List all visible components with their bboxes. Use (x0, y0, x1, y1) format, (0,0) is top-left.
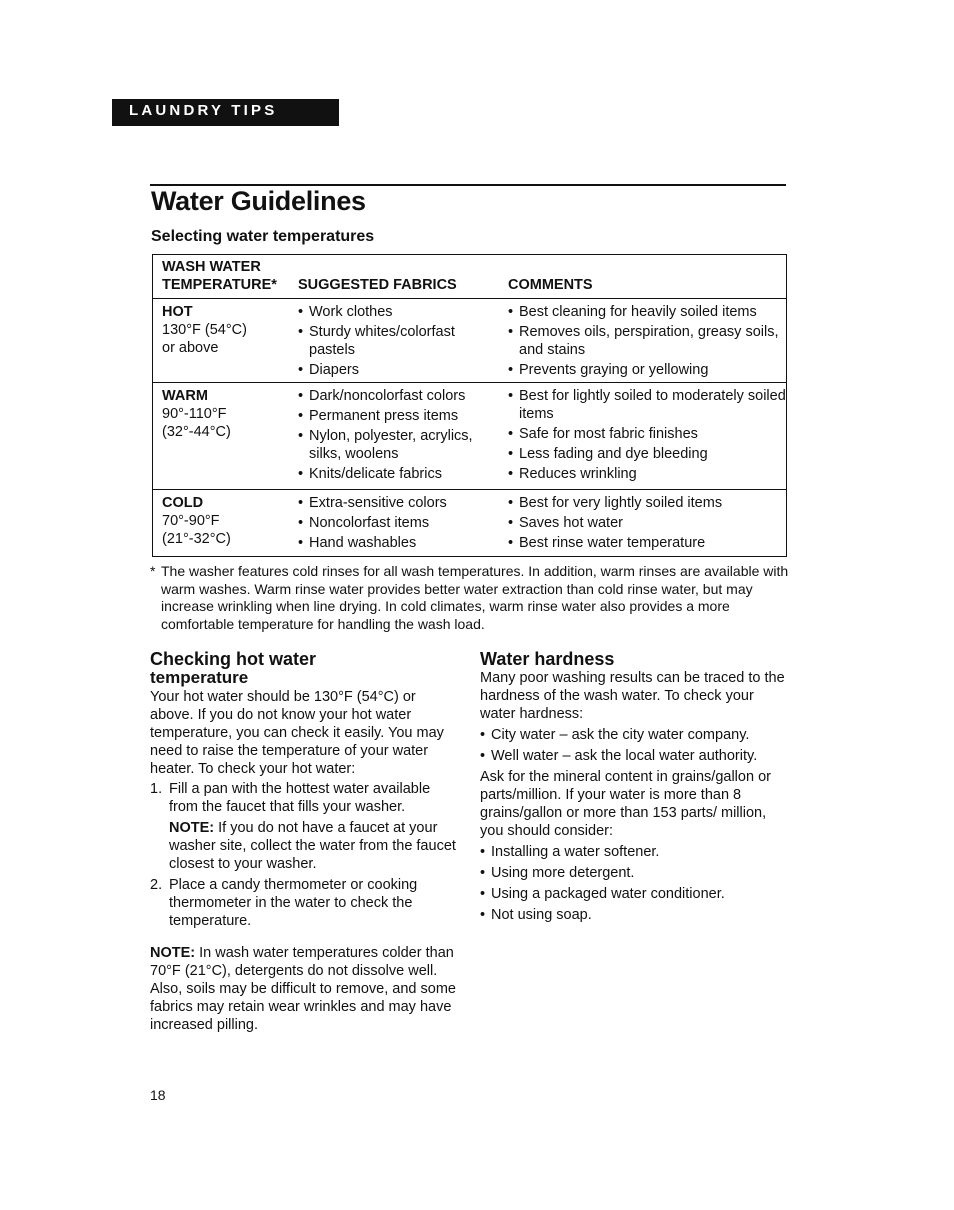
list-item: • Permanent press items (298, 407, 503, 425)
temperature-range-secondary: or above (162, 340, 219, 356)
list-item: • Best for very lightly soiled items (508, 494, 786, 512)
hot-water-section (150, 650, 460, 1034)
note-text: In wash water temperatures colder than 70°F (21°C), detergents do not dissolve well. Also, soils may be difficult to remove, and some fabrics may retain wear wrinkles and may have increased pilling. (150, 945, 456, 1033)
hot-water-steps (150, 780, 460, 930)
hot-water-heading: Checking hot water (150, 649, 317, 669)
list-item: • Best cleaning for heavily soiled items (508, 303, 786, 321)
list-item: • Extra-sensitive colors (298, 494, 503, 512)
list-item: • Removes oils, perspiration, greasy soils, and stains (508, 323, 786, 359)
step-item (150, 876, 460, 930)
list-item: • Work clothes (298, 303, 503, 321)
list-item: • Nylon, polyester, acrylics, silks, woolens (298, 427, 503, 463)
temperature-name: WARM (162, 388, 208, 404)
header-temp-line1: WASH WATER (162, 259, 261, 275)
temperature-range: 90°-110°F (162, 406, 227, 422)
temperature-range-secondary: (32°-44°C) (162, 424, 231, 440)
list-item: • Noncolorfast items (298, 514, 503, 532)
list-item: • City water – ask the city water company. (480, 726, 785, 744)
hot-water-intro: Your hot water should be 130°F (54°C) or above. If you do not know your hot water temperature, you can check it easily. You may need to raise the temperature of your water heater. To check your hot water: (150, 689, 444, 777)
water-hardness-intro: Many poor washing results can be traced to the hardness of the wash water. To check your water hardness: (480, 670, 785, 722)
list-item: • Well water – ask the local water authority. (480, 747, 785, 765)
water-hardness-section (480, 650, 785, 927)
list-item: • Installing a water softener. (480, 843, 785, 861)
list-item: • Not using soap. (480, 906, 785, 924)
step-text: Place a candy thermometer or cooking thermometer in the water to check the temperature. (169, 877, 418, 929)
table-row-cold (153, 490, 786, 556)
note-text: If you do not have a faucet at your washer site, collect the water from the faucet closest to your washer. (169, 820, 456, 872)
temperature-range: 70°-90°F (162, 513, 220, 529)
comments-list (508, 387, 786, 485)
header-wash-water-temperature (162, 258, 292, 294)
hot-water-note (150, 944, 460, 1034)
table-row-hot (153, 299, 786, 383)
footnote-marker: * (150, 563, 156, 579)
list-item: • Best rinse water temperature (508, 534, 786, 552)
temperature-cell (162, 494, 292, 548)
list-item: • Sturdy whites/colorfast pastels (298, 323, 503, 359)
list-item: • Using a packaged water conditioner. (480, 885, 785, 903)
list-item: • Less fading and dye bleeding (508, 445, 786, 463)
water-hardness-heading: Water hardness (480, 649, 615, 669)
step-text: Fill a pan with the hottest water available from the faucet that fills your washer. (169, 781, 431, 815)
temperature-cell (162, 303, 292, 357)
note-label: NOTE: (169, 820, 215, 836)
water-source-list (480, 726, 785, 765)
temperature-range: 130°F (54°C) (162, 322, 247, 338)
table-header-row (153, 255, 786, 299)
note-label: NOTE: (150, 945, 196, 961)
step-note (169, 819, 460, 873)
list-item: • Prevents graying or yellowing (508, 361, 786, 379)
table-footnote (150, 563, 790, 633)
temperature-cell (162, 387, 292, 441)
hot-water-heading-line2: temperature (150, 668, 249, 687)
fabrics-list (298, 303, 503, 381)
list-item: • Dark/noncolorfast colors (298, 387, 503, 405)
header-suggested-fabrics: SUGGESTED FABRICS (298, 277, 457, 293)
step-number: 1. (150, 781, 163, 797)
list-item: • Best for lightly soiled to moderately soiled items (508, 387, 786, 423)
list-item: • Diapers (298, 361, 503, 379)
list-item: • Knits/delicate fabrics (298, 465, 503, 483)
step-item (150, 780, 460, 873)
list-item: • Hand washables (298, 534, 503, 552)
page-title: Water Guidelines (151, 186, 366, 216)
header-comments: COMMENTS (508, 277, 593, 293)
page-number: 18 (150, 1087, 166, 1103)
step-number: 2. (150, 877, 163, 893)
temperature-name: COLD (162, 495, 204, 511)
header-temp-line2: TEMPERATURE* (162, 277, 277, 293)
hardness-options-list (480, 843, 785, 924)
fabrics-list (298, 494, 503, 554)
table-row-warm (153, 383, 786, 490)
comments-list (508, 303, 786, 381)
list-item: • Safe for most fabric finishes (508, 425, 786, 443)
water-temperature-table (152, 254, 787, 557)
section-subtitle: Selecting water temperatures (151, 228, 375, 245)
temperature-range-secondary: (21°-32°C) (162, 531, 231, 547)
list-item: • Using more detergent. (480, 864, 785, 882)
temperature-name: HOT (162, 304, 193, 320)
list-item: • Saves hot water (508, 514, 786, 532)
fabrics-list (298, 387, 503, 485)
comments-list (508, 494, 786, 554)
water-hardness-advice: Ask for the mineral content in grains/gallon or parts/million. If your water is more than 8 grains/gallon or more than 153 parts/ million, you should consider: (480, 769, 771, 839)
footnote-text: The washer features cold rinses for all wash temperatures. In addition, warm rinses are available with warm washes. Warm rinse water provides better water extraction than cold rinse water, but may increase wrinkling when line drying. In cold climates, warm rinse water also provides a more comfortable temperature for handling the wash load. (161, 563, 789, 632)
list-item: • Reduces wrinkling (508, 465, 786, 483)
section-tab: LAUNDRY TIPS (112, 99, 339, 126)
